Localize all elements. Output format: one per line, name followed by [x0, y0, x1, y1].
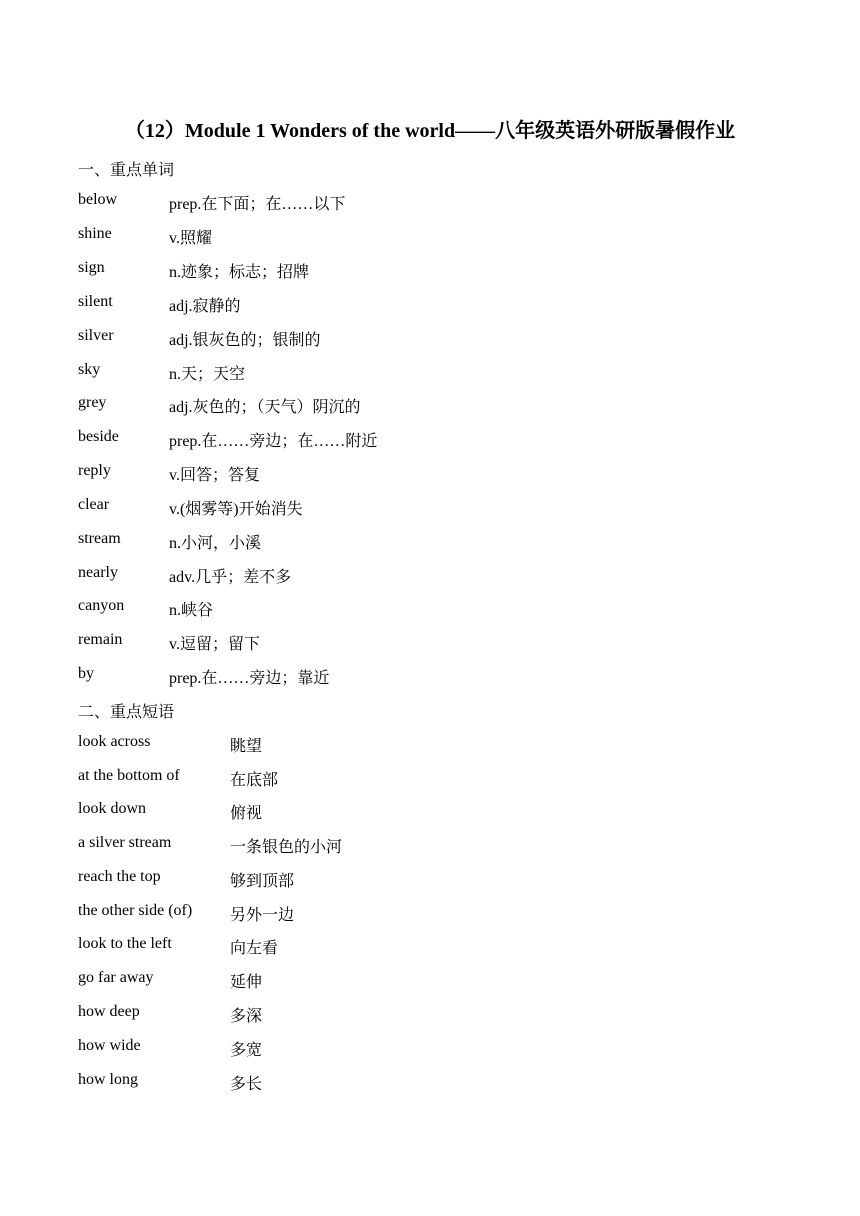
word-term: canyon: [78, 597, 125, 614]
section-heading-words: 一、重点单词: [78, 162, 175, 179]
word-definition: v.逗留；留下: [169, 636, 260, 653]
phrase-term: go far away: [78, 969, 154, 986]
page-title: （12）Module 1 Wonders of the world——八年级英语外研版暑假作业: [124, 120, 736, 142]
phrase-definition: 够到顶部: [230, 873, 295, 890]
word-definition: n.迹象；标志；招牌: [169, 264, 310, 281]
phrase-term: how wide: [78, 1037, 141, 1054]
phrase-term: how deep: [78, 1003, 140, 1020]
phrase-definition: 多深: [230, 1008, 263, 1025]
word-definition: adj.寂静的: [169, 298, 241, 315]
phrase-definition: 在底部: [230, 772, 279, 789]
word-definition: v.回答；答复: [169, 467, 260, 484]
word-term: nearly: [78, 564, 118, 581]
section-heading-phrases: 二、重点短语: [78, 704, 175, 721]
word-term: stream: [78, 530, 121, 547]
word-term: remain: [78, 631, 123, 648]
word-term: reply: [78, 462, 111, 479]
word-definition: prep.在……旁边；靠近: [169, 670, 330, 687]
phrase-term: a silver stream: [78, 834, 172, 851]
word-definition: adv.几乎；差不多: [169, 569, 292, 586]
word-definition: n.小河，小溪: [169, 535, 262, 552]
phrase-term: the other side (of): [78, 902, 193, 919]
word-term: clear: [78, 496, 110, 513]
word-definition: prep.在……旁边；在……附近: [169, 433, 378, 450]
phrase-term: how long: [78, 1071, 138, 1088]
word-definition: adj.银灰色的；银制的: [169, 332, 321, 349]
phrase-definition: 多长: [230, 1076, 263, 1093]
word-term: grey: [78, 394, 107, 411]
word-term: silent: [78, 293, 113, 310]
phrase-term: look across: [78, 733, 151, 750]
phrase-definition: 另外一边: [230, 907, 295, 924]
phrase-term: reach the top: [78, 868, 161, 885]
word-term: sign: [78, 259, 105, 276]
phrase-definition: 延伸: [230, 974, 263, 991]
phrase-term: look to the left: [78, 935, 172, 952]
word-definition: adj.灰色的；（天气）阴沉的: [169, 399, 361, 416]
word-term: by: [78, 665, 94, 682]
word-definition: n.峡谷: [169, 602, 214, 619]
phrase-definition: 向左看: [230, 940, 279, 957]
phrase-term: look down: [78, 800, 146, 817]
word-definition: v.(烟雾等)开始消失: [169, 501, 303, 518]
word-definition: prep.在下面；在……以下: [169, 196, 346, 213]
phrase-definition: 一条银色的小河: [230, 839, 343, 856]
word-term: silver: [78, 327, 114, 344]
phrase-definition: 多宽: [230, 1042, 263, 1059]
phrase-term: at the bottom of: [78, 767, 180, 784]
word-term: beside: [78, 428, 119, 445]
word-term: shine: [78, 225, 112, 242]
word-definition: n.天；天空: [169, 366, 246, 383]
word-term: below: [78, 191, 118, 208]
phrase-definition: 俯视: [230, 805, 263, 822]
word-term: sky: [78, 361, 101, 378]
word-definition: v.照耀: [169, 230, 212, 247]
phrase-definition: 眺望: [230, 738, 263, 755]
